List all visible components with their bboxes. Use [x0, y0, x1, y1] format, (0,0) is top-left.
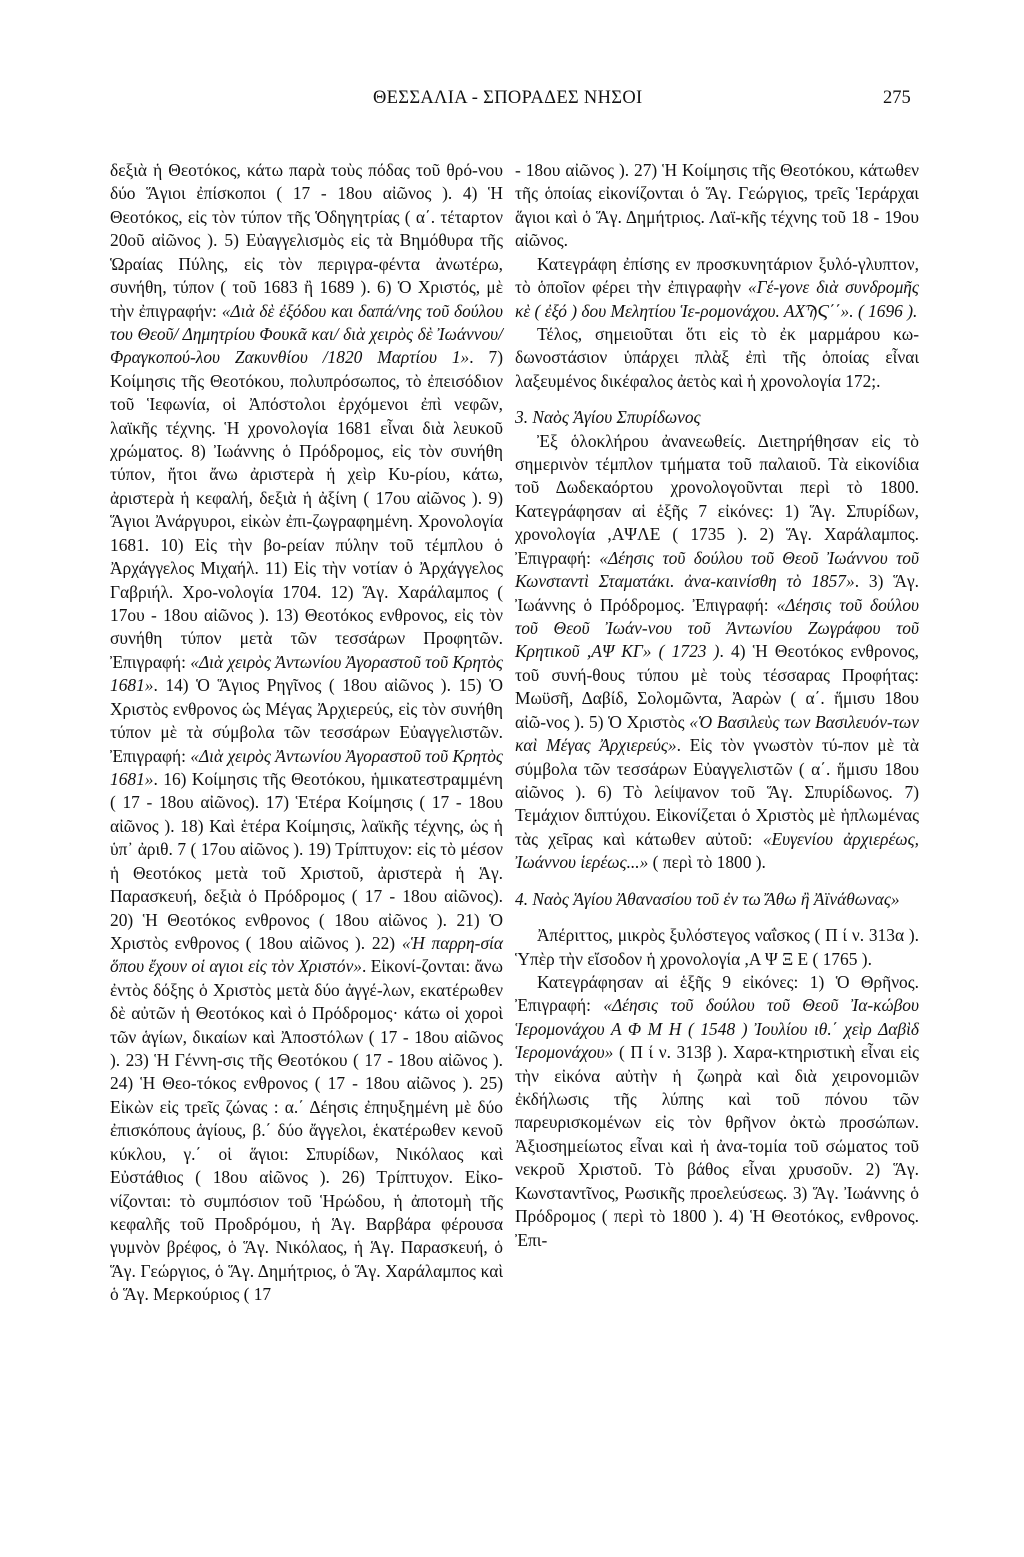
running-head: ΘΕΣΣΑΛΙΑ - ΣΠΟΡΑΔΕΣ ΝΗΣΟΙ — [373, 88, 643, 108]
left-paragraph — [110, 159, 503, 1307]
italic-run: «Διὰ χειρὸς Ἀντωνίου Ἀγοραστοῦ τοῦ Κρητὸς 1681» — [110, 651, 503, 696]
text-run: . Εἰκονί-ζονται: ἄνω ἐντὸς δόξης ὁ Χριστὸς μετὰ δύο ἀγγέ-λων, εκατέρωθεν δὲ αὐτῶν ἡ Θεοτόκος καὶ ὁ Πρόδρομος· κάτω οἱ χοροὶ τῶν ἁγίων, δικαίων καὶ Ἀποστόλων ( 17 - 18ου αἰῶνος ). 23) Ἡ Γέννη-σις τῆς Θεοτόκου ( 17 - 18ου αἰῶνος ). 24) Ἡ Θεο-τόκος ενθρονος ( 17 - 18ου αἰῶνος ). 25) Εἰκὼν εἰς τρεῖς ζώνας : α.΄ Δέησις ἐπηυξημένη μὲ δύο ἐπισκόπους ἁγίους, β.΄ δύο ἄγγελοι, ἑκατέρωθεν κενοῦ κύκλου, γ.΄ οἱ ἅγιοι: Σπυρίδων, Νικόλαος καὶ Εὐστάθιος ( 18ου αἰῶνος ). 26) Τρίπτυχον. Εἰκο-νίζονται: τὸ συμπόσιον τοῦ Ἡρώδου, ἡ ἀποτομὴ τῆς κεφαλῆς τοῦ Προδρόμου, ἡ Ἁγ. Βαρβάρα φέρουσα γυμνὸν βρέφος, ὁ Ἅγ. Νικόλαος, ἡ Ἁγ. Παρασκευή, ὁ Ἅγ. Γεώργιος, ὁ Ἅγ. Δημήτριος, ὁ Ἅγ. Χαράλαμπος καὶ ὁ Ἅγ. Μερκούριος ( 17 — [110, 956, 503, 1305]
text-run: ( Π ί ν. 313β ). Χαρα-κτηριστικὴ εἶναι εἰς τὴν εἰκόνα αὐτὴν ἡ ζωηρὰ καὶ διὰ χειρονομιῶν ἐκδήλωσις τῆς λύπης καὶ τοῦ πόνου τῶν παρευρισκομένων εἰς τὸν θρῆνον ὀκτὼ προσώπων. Ἀξιοσημείωτος εἶναι καὶ ἡ ἀνα-τομία τοῦ σώματος τοῦ νεκροῦ Χριστοῦ. Τὸ βάθος εἶναι χρυσοῦν. 2) Ἅγ. Κωνσταντῖνος, Ρωσικῆς προελεύσεως. 3) Ἅγ. Ἰωάννης ὁ Πρόδρομος ( περὶ τὸ 1800 ). 4) Ἡ Θεοτόκος, ενθρονος. Ἐπι- — [515, 1042, 919, 1250]
text-run: . Εἰς τὸν γνωστὸν τύ-πον μὲ τὰ σύμβολα τῶν τεσσάρων Εὐαγγελιστῶν ( α΄. ἥμισυ 18ου αἰῶνος ). 6) Τὸ λείψανον τοῦ Ἅγ. Σπυρίδωνος. 7) Τεμάχιον διπτύχου. Εἰκονίζεται ὁ Χριστὸς μὲ ἡπλωμένας τὰς χεῖρας καὶ κάτωθεν αὐτοῦ: — [515, 735, 919, 849]
page-number: 275 — [883, 88, 911, 108]
right-paragraph-4 — [515, 430, 919, 875]
italic-run: «Διὰ δὲ ἐξόδου και δαπά/νης τοῦ δούλου του Θεοῦ/ Δημητρίου Φουκᾶ και/ διὰ χειρὸς δὲ Ἰωάννου/ Φραγκοπού-λου Ζακυνθίου /1820 Μαρτίου 1» — [110, 300, 503, 368]
text-run: Κατεγράφησαν αἱ ἑξῆς 9 εἰκόνες: 1) Ὁ Θρῆνος. Ἐπιγραφή: — [515, 971, 919, 1016]
italic-run: «Διὰ χειρὸς Ἀντωνίου Ἀγοραστοῦ τοῦ Κρητὸς 1681» — [110, 745, 503, 789]
right-paragraph-6 — [515, 971, 919, 1252]
italic-run: «Δέησις τοῦ δούλου τοῦ Θεοῦ Ἰα-κώβου Ἱερομονάχου Α Φ Μ Η ( 1548 ) Ἰουλίου ιθ.΄ χεὶρ Δαβὶδ Ἱερομονάχου» — [515, 995, 919, 1063]
right-paragraph-5 — [515, 924, 919, 971]
text-run: Τέλος, σημειοῦται ὅτι εἰς τὸ ἐκ μαρμάρου κω-δωνοστάσιον ὑπάρχει πλὰξ ἐπὶ τῆς ὁποίας εἶναι λαξευμένος δικέφαλος ἀετὸς καὶ ἡ χρονολογία 172;. — [515, 323, 919, 391]
italic-run: «Δέησις τοῦ δούλου τοῦ Θεοῦ Ἰωάν-νου τοῦ Ἀντωνίου Ζωγράφου τοῦ Κρητικοῦ ,ΑΨ ΚΓ» ( 1723 ) — [515, 594, 919, 662]
text-run: Ἀπέριττος, μικρὸς ξυλόστεγος ναΐσκος ( Π ί ν. 313α ). Ὑπὲρ τὴν εἴσοδον ἡ χρονολογία ,Α Ψ Ξ Ε ( 1765 ). — [515, 925, 919, 969]
text-run: . 14) Ὁ Ἅγιος Ρηγῖνος ( 18ου αἰῶνος ). 15) Ὁ Χριστὸς ενθρονος ὡς Μέγας Ἀρχιερεύς, εἰς τὸν συνήθη τύπον μὲ τὰ σύμβολα τῶν τεσσάρων Εὐαγγελιστῶν. Ἐπιγραφή: — [110, 675, 503, 766]
text-run: . 3) Ἅγ. Ἰωάννης ὁ Πρόδρομος. Ἐπιγραφή: — [515, 571, 919, 615]
text-run: . 16) Κοίμησις τῆς Θεοτόκου, ἡμικατεστραμμένη ( 17 - 18ου αἰῶνος). 17) Ἑτέρα Κοίμησις ( 17 - 18ου αἰῶνος ). 18) Καὶ ἑτέρα Κοίμησις, λαϊκῆς τέχνης, ὡς ἡ ὑπ᾽ ἀριθ. 7 ( 17ου αἰῶνος ). 19) Τρίπτυχον: εἰς τὸ μέσον ἡ Θεοτόκος μετὰ τοῦ Χριστοῦ, ἀριστερὰ ἡ Ἁγ. Παρασκευή, δεξιὰ ὁ Πρόδρομος ( 17 - 18ου αἰῶνος). 20) Ἡ Θεοτόκος ενθρονος ( 18ου αἰῶνος ). 21) Ὁ Χριστὸς ενθρονος ( 18ου αἰῶνος ). 22) — [110, 768, 503, 953]
italic-run: «Ἡ παρρη-σία ὅπου ἔχουν οἱ αγιοι εἰς τὸν Χριστόν» — [110, 932, 503, 977]
italic-run: «Ὁ Βασιλεὺς των Βασιλευόν-των καὶ Μέγας Ἀρχιερεύς» — [515, 711, 919, 756]
italic-run: «Ευγενίου ἀρχιερέως, Ἰωάννου ἱερέως...» — [515, 828, 919, 873]
italic-run: «Γέ-γονε διὰ συνδρομῆς κὲ ( ἐξό ) δου Μελητίου Ἱε-ρομονάχου. ΑΧϠϚ΄΄». ( 1696 ). — [515, 277, 919, 321]
text-run: . 7) Κοίμησις τῆς Θεοτόκου, πολυπρόσωπος, τὸ ἐπεισόδιον τοῦ Ἱεφωνία, οἱ Ἀπόστολοι ἐρχόμενοι ἐπὶ νεφῶν, λαϊκῆς τέχνης. Ἡ χρονολογία 1681 εἶναι διὰ λευκοῦ χρώματος. 8) Ἰωάννης ὁ Πρόδρομος, εἰς τὸν συνήθη τύπον, ἤτοι ἄνω ἀριστερὰ ἡ χεὶρ Κυ-ρίου, κάτω, ἀριστερὰ ἡ κεφαλή, δεξιὰ ἡ ἀξίνη ( 17ου αἰῶνος ). 9) Ἅγιοι Ἀνάργυροι, εἰκὼν ἐπι-ζωγραφημένη. Χρονολογία 1681. 10) Εἰς τὴν βο-ρείαν πύλην τοῦ τέμπλου ὁ Ἀρχάγγελος Μιχαήλ. 11) Εἰς τὴν νοτίαν ὁ Ἀρχάγγελος Γαβριήλ. Χρο-νολογία 1704. 12) Ἅγ. Χαράλαμπος ( 17ου - 18ου αἰῶνος ). 13) Θεοτόκος ενθρονος, εἰς τὸν συνήθη τύπον μετὰ τῶν τεσσάρων Προφητῶν. Ἐπιγραφή: — [110, 347, 503, 672]
right-paragraph-3 — [515, 323, 919, 393]
right-paragraph-2 — [515, 253, 919, 323]
section-heading-4: 4. Ναὸς Ἁγίου Ἀθανασίου τοῦ ἐν τω Ἄθω ἢ Ἀϊνάθωνας» — [515, 888, 900, 909]
text-run: ( περὶ τὸ 1800 ). — [648, 852, 766, 873]
left-column — [110, 159, 503, 1307]
text-run: δεξιὰ ἡ Θεοτόκος, κάτω παρὰ τοὺς πόδας τοῦ θρό-νου δύο Ἅγιοι ἐπίσκοποι ( 17 - 18ου αἰῶνος ). 4) Ἡ Θεοτόκος, εἰς τὸν τύπον τῆς Ὁδηγητρίας ( α΄. τέταρτον 20οῦ αἰῶνος ). 5) Εὐαγγελισμὸς εἰς τὰ Βημόθυρα τῆς Ὡραίας Πύλης, εἰς τὸν περιγρα-φέντα ἀνωτέρω, συνήθη, τύπον ( τοῦ 1683 ἢ 1689 ). 6) Ὁ Χριστός, μὲ τὴν ἐπιγραφήν: — [110, 160, 503, 321]
right-paragraph-1 — [515, 159, 919, 253]
text-run: Κατεγράφη ἐπίσης εν προσκυνητάριον ξυλό-γλυπτον, τὸ ὁποῖον φέρει τὴν ἐπιγραφὴν — [515, 253, 919, 298]
text-run: Ἐξ ὁλοκλήρου ἀνανεωθείς. Διετηρήθησαν εἰς τὸ σημερινὸν τέμπλον τμήματα τοῦ παλαιοῦ. Τὰ εἰκονίδια τοῦ Δωδεκαόρτου χρονολογοῦνται περὶ τὸ 1800. Κατεγράφησαν αἱ ἑξῆς 7 εἰκόνες: 1) Ἅγ. Σπυρίδων, χρονολογία ,ΑΨΛΕ ( 1735 ). 2) Ἅγ. Χαράλαμπος. Ἐπιγραφή: — [515, 430, 919, 568]
text-run: - 18ου αἰῶνος ). 27) Ἡ Κοίμησις τῆς Θεοτόκου, κάτωθεν τῆς ὁποίας εἰκονίζονται ὁ Ἅγ. Γεώργιος, τρεῖς Ἱεράρχαι ἅγιοι καὶ ὁ Ἅγ. Δημήτριος. Λαϊ-κῆς τέχνης τοῦ 18 - 19ου αἰῶνος. — [515, 160, 919, 251]
section-heading-3: 3. Ναὸς Ἁγίου Σπυρίδωνος — [515, 407, 701, 428]
page-header — [0, 88, 1024, 116]
text-run: . 4) Ἡ Θεοτόκος ενθρονος, τοῦ συνή-θους τύπου μὲ τοὺς τέσσαρας Προφήτας: Μωϋσῆ, Δαβίδ, Σολομῶντα, Ἀαρὼν ( α΄. ἥμισυ 18ου αἰῶ-νος ). 5) Ὁ Χριστὸς — [515, 641, 919, 732]
right-column — [515, 159, 919, 1252]
italic-run: «Δέησις τοῦ δούλου τοῦ Θεοῦ Ἰωάννου τοῦ Κωνσταντὶ Σταματάκι. ἀνα-καινίσθη τὸ 1857» — [515, 547, 919, 592]
